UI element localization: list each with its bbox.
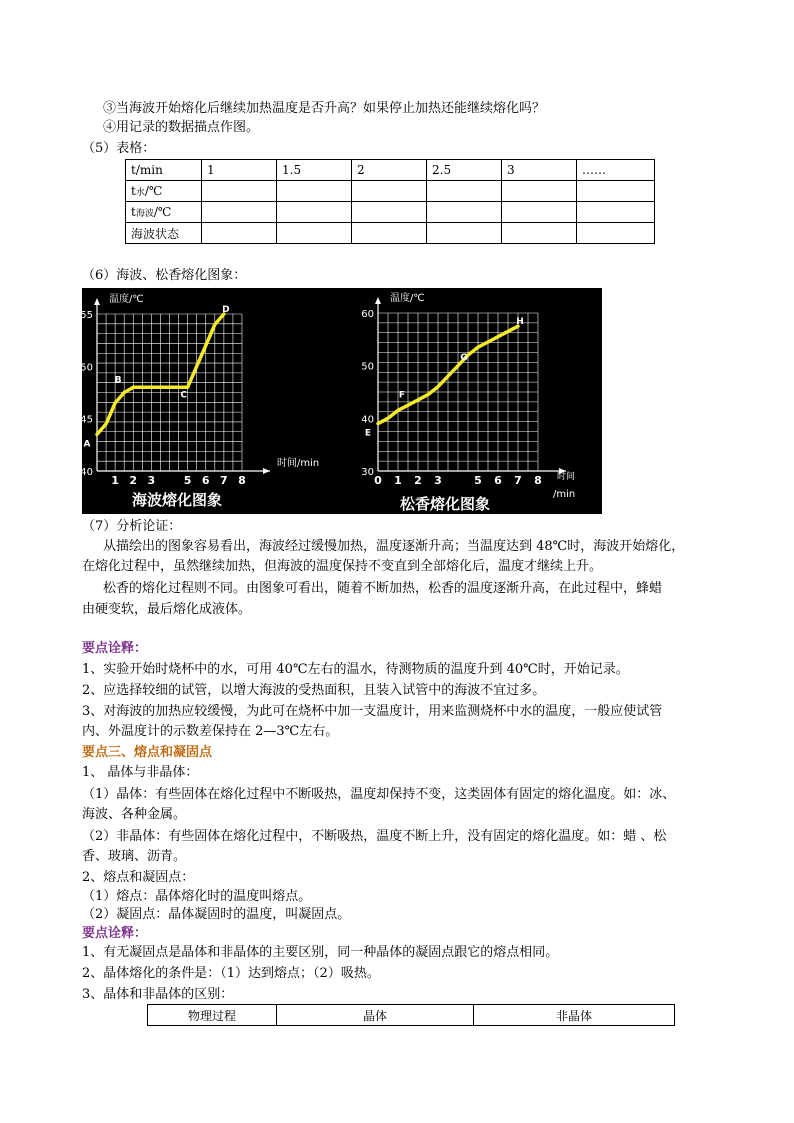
point-label: H	[516, 317, 524, 328]
section3-line: 1、 晶体与非晶体：	[82, 765, 199, 780]
table-cell: t/min	[126, 160, 202, 181]
notes1-item: 1、实验开始时烧杯中的水，可用 40℃左右的温水，待测物质的温度升到 40℃时，开始记录。	[82, 662, 629, 677]
table-cell: t海波/℃	[126, 202, 202, 223]
notes2-title: 要点诠释：	[82, 926, 148, 941]
y-tick-label: 50	[80, 362, 93, 374]
y-tick-label: 50	[361, 361, 374, 373]
x-tick-label: 2	[129, 474, 138, 487]
table-cell: 海波状态	[126, 223, 202, 244]
table-cell: 物理过程	[148, 1005, 277, 1026]
crystal-comparison-table	[147, 1004, 675, 1026]
point-label: A	[83, 439, 91, 450]
y-axis-label: 温度/℃	[109, 294, 144, 305]
section3-line: （1）熔点：晶体熔化时的温度叫熔点。	[82, 889, 312, 904]
x-tick-label: 1	[394, 474, 402, 487]
point-label: D	[222, 305, 230, 315]
y-tick-label: 40	[361, 414, 374, 426]
analysis-p2b: 由硬变软，最后熔化成液体。	[82, 602, 252, 617]
experiment-table	[125, 159, 655, 244]
table-cell: 1	[202, 160, 277, 181]
table-cell: 非晶体	[474, 1005, 675, 1026]
analysis-label: （7）分析论证：	[82, 519, 182, 534]
y-tick-label: 55	[80, 310, 93, 321]
point-label: C	[180, 390, 187, 401]
x-axis-label: /min	[553, 489, 576, 500]
section3-line: 2、熔点和凝固点：	[82, 870, 195, 885]
point-label: G	[460, 352, 468, 363]
x-axis-label: 时间/min	[277, 458, 320, 469]
y-axis-label: 温度/℃	[390, 293, 425, 304]
point-label: B	[114, 375, 122, 386]
melting-graphs	[82, 288, 602, 514]
table-cell: ……	[577, 160, 655, 181]
notes2-item: 2、晶体熔化的条件是：（1）达到熔点；（2）吸热。	[82, 966, 380, 981]
point-label: E	[364, 428, 372, 439]
y-tick-label: 40	[80, 467, 93, 478]
x-tick-label: 3	[147, 474, 156, 487]
x-axis-label: 时间	[557, 472, 576, 482]
notes1-item: 2、应选择较细的试管，以增大海波的受热面积，且装入试管中的海波不宜过多。	[82, 683, 546, 698]
section3-line: （1）晶体：有些固体在熔化过程中不断吸热，温度却保持不变，这类固体有固定的熔化温度。如：冰、	[82, 787, 676, 802]
table-cell: 2.5	[427, 160, 502, 181]
chart-title: 海波熔化图象	[132, 491, 223, 509]
section3-line: 海波、各种金属。	[82, 807, 187, 822]
x-tick-label: 8	[534, 474, 542, 487]
x-tick-label: 5	[474, 474, 482, 487]
table-cell: 晶体	[277, 1005, 474, 1026]
y-tick-label: 30	[361, 467, 374, 478]
notes1-item: 3、对海波的加热应较缓慢，为此可在烧杯中加一支温度计，用来监测烧杯中水的温度，一般应使试管	[82, 704, 663, 719]
table-cell: 1.5	[277, 160, 352, 181]
x-tick-label: 0	[374, 474, 382, 487]
melting-charts-svg	[82, 288, 602, 514]
notes1-title: 要点诠释：	[82, 641, 148, 656]
graphs-label: （6）海波、松香熔化图象：	[82, 268, 247, 283]
x-tick-label: 5	[183, 474, 192, 487]
table-row	[148, 1005, 675, 1026]
notes2-item: 1、有无凝固点是晶体和非晶体的主要区别，同一种晶体的凝固点跟它的熔点相同。	[82, 945, 559, 960]
analysis-p1a: 从描绘出的图象容易看出，海波经过缓慢加热，温度逐渐升高；当温度达到 48℃时，海波开始熔化，	[103, 539, 685, 554]
y-tick-label: 45	[80, 414, 93, 426]
y-axis-arrow	[375, 297, 381, 304]
x-tick-label: 7	[220, 474, 228, 487]
section3-title: 要点三、熔点和凝固点	[82, 745, 213, 760]
y-tick-label: 60	[361, 309, 374, 320]
table-row	[126, 160, 655, 181]
table1-label: （5）表格：	[82, 141, 156, 156]
question-4: ④用记录的数据描点作图。	[103, 120, 260, 135]
table-cell: 2	[352, 160, 427, 181]
point-label: F	[398, 390, 406, 401]
notes1-item: 内、外温度计的示数差保持在 2—3℃左右。	[82, 724, 339, 739]
x-tick-label: 8	[238, 474, 246, 487]
table-cell: 3	[502, 160, 577, 181]
x-tick-label: 1	[111, 474, 119, 487]
table-row	[126, 223, 655, 244]
section3-line: （2）非晶体：有些固体在熔化过程中，不断吸热，温度不断上升，没有固定的熔化温度。如：蜡 、松	[82, 829, 667, 844]
analysis-p1b: 在熔化过程中，虽然继续加热，但海波的温度保持不变直到全部熔化后，温度才继续上升。	[82, 559, 603, 574]
table-cell: t水/℃	[126, 181, 202, 202]
table-row	[126, 202, 655, 223]
analysis-p2a: 松香的熔化过程则不同。由图象可看出，随着不断加热，松香的温度逐渐升高，在此过程中，蜂蜡	[103, 581, 663, 596]
x-tick-label: 2	[414, 474, 422, 487]
table-row	[126, 181, 655, 202]
x-tick-label: 6	[494, 474, 502, 487]
x-tick-label: 3	[434, 474, 442, 487]
x-axis-arrow	[263, 468, 270, 474]
y-axis-arrow	[94, 298, 100, 305]
x-tick-label: 7	[514, 474, 522, 487]
chart-title: 松香熔化图象	[400, 495, 491, 513]
notes2-item: 3、晶体和非晶体的区别：	[82, 987, 234, 1002]
question-3: ③当海波开始熔化后继续加热温度是否升高？如果停止加热还能继续熔化吗？	[103, 101, 546, 116]
section3-line: （2）凝固点：晶体凝固时的温度，叫凝固点。	[82, 907, 351, 922]
section3-line: 香、玻璃、沥青。	[82, 849, 187, 864]
x-tick-label: 6	[201, 474, 210, 487]
